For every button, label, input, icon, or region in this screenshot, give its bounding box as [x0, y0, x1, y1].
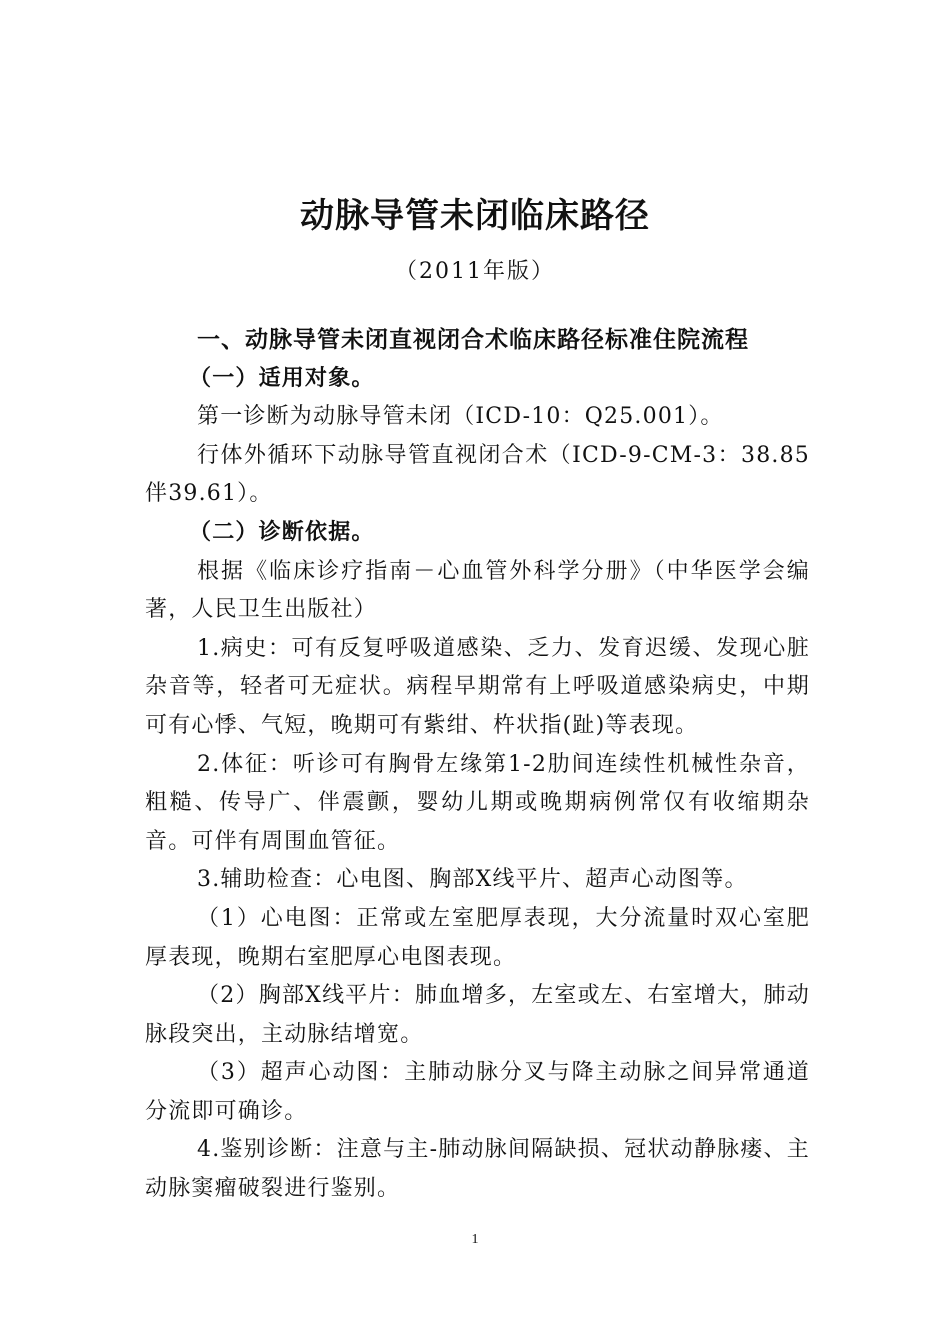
subsection-heading-diagnosis: （二）诊断依据。 [189, 519, 375, 545]
paragraph-history: 1.病史：可有反复呼吸道感染、乏力、发育迟缓、发现心脏杂音等，轻者可无症状。病程早期常有上呼吸道感染病史，中期可有心悸、气短，晚期可有紫绀、杵状指(趾)等表现。 [145, 635, 810, 738]
paragraph-auxiliary-exams: 3.辅助检查：心电图、胸部X线平片、超声心动图等。 [197, 867, 748, 893]
paragraph-signs: 2.体征：听诊可有胸骨左缘第1-2肋间连续性机械性杂音，粗糙、传导广、伴震颤，婴幼儿期或晚期病例常仅有收缩期杂音。可伴有周围血管征。 [145, 751, 810, 854]
paragraph-ecg: （1）心电图：正常或左室肥厚表现，大分流量时双心室肥厚表现，晚期右室肥厚心电图表现。 [145, 905, 810, 970]
paragraph-diagnosis-code: 第一诊断为动脉导管未闭（ICD-10：Q25.001）。 [197, 404, 724, 430]
document-title: 动脉导管未闭临床路径 [300, 196, 650, 236]
paragraph-procedure-code: 行体外循环下动脉导管直视闭合术（ICD-9-CM-3：38.85伴39.61）。 [145, 442, 810, 507]
subsection-heading-applicable: （一）适用对象。 [189, 365, 375, 391]
section-heading-1: 一、动脉导管未闭直视闭合术临床路径标准住院流程 [197, 327, 749, 353]
page-number: 1 [471, 1232, 479, 1247]
paragraph-reference: 根据《临床诊疗指南－心血管外科学分册》（中华医学会编著，人民卫生出版社） [145, 558, 810, 623]
paragraph-chest-xray: （2）胸部X线平片：肺血增多，左室或左、右室增大，肺动脉段突出，主动脉结增宽。 [145, 983, 810, 1047]
paragraph-echocardiogram: （3）超声心动图：主肺动脉分叉与降主动脉之间异常通道分流即可确诊。 [145, 1060, 810, 1124]
edition-label: （2011年版） [395, 259, 555, 284]
paragraph-differential-diagnosis: 4.鉴别诊断：注意与主-肺动脉间隔缺损、冠状动静脉瘘、主动脉窦瘤破裂进行鉴别。 [145, 1137, 810, 1202]
document-body [145, 321, 810, 1209]
